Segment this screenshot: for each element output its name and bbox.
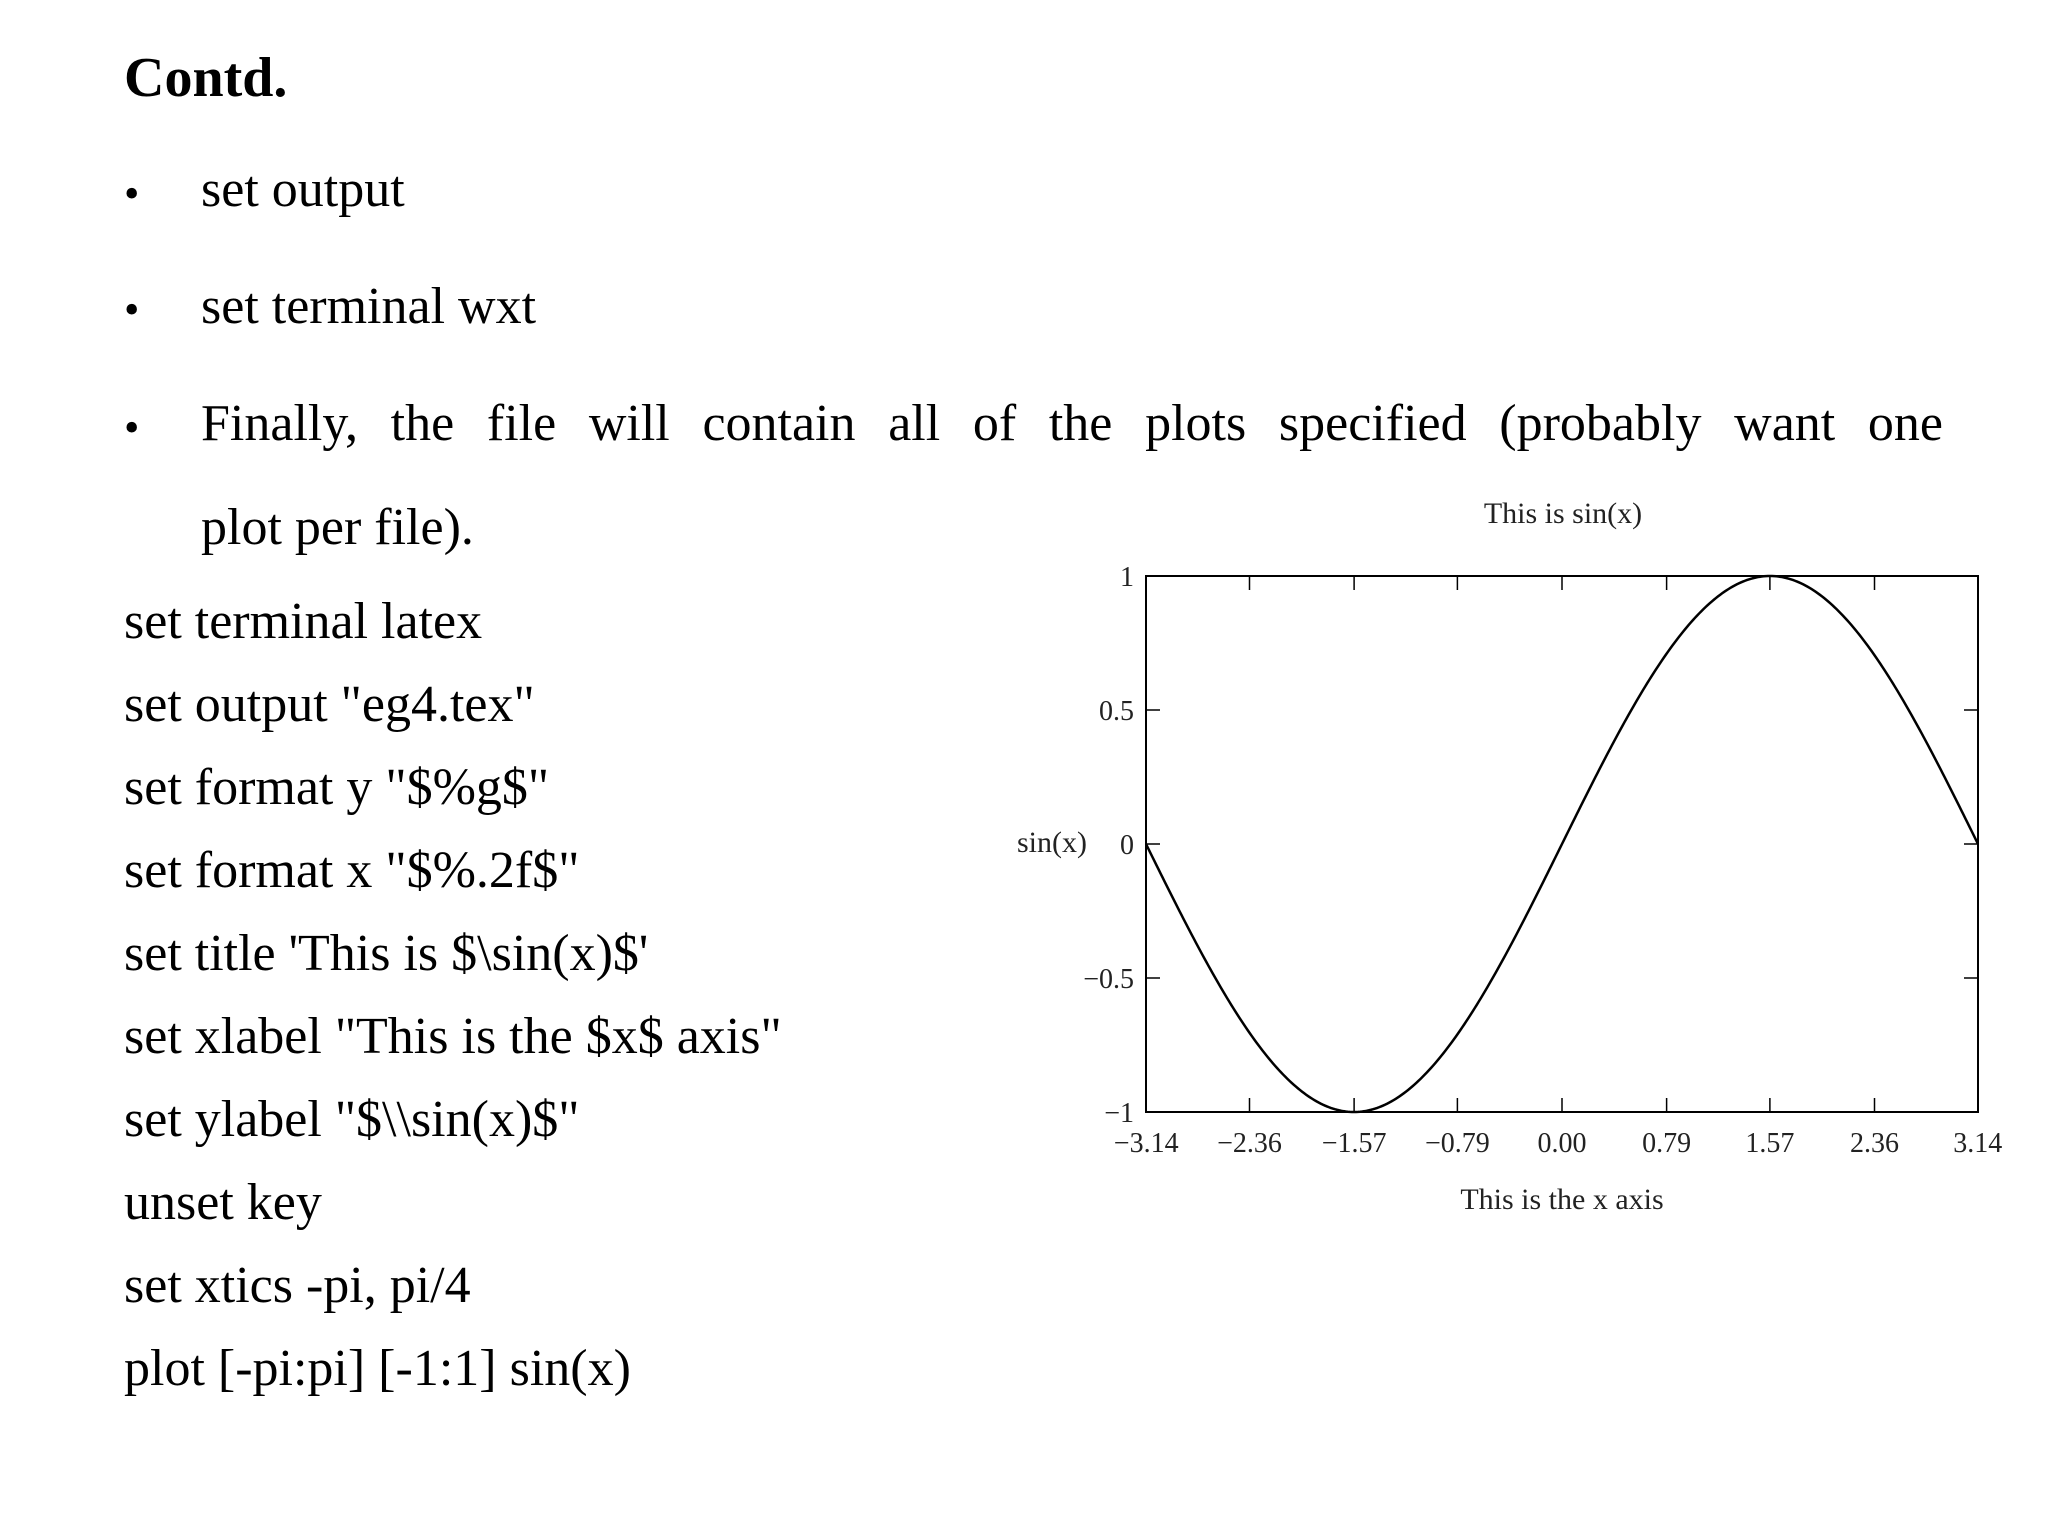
y-axis-label: sin(x) [1017,826,1087,859]
code-line: set format y "$%g$" [124,759,550,816]
code-line: set output "eg4.tex" [124,676,535,733]
y-tick-label: 0 [1120,830,1134,861]
bullet-finally-line1: Finally, the file will contain all of the plots specified (probably want one [201,395,1943,452]
y-tick-labels [1083,562,1134,1129]
page-title: Contd. [124,47,288,109]
y-tick-label: 1 [1120,562,1134,593]
code-line: set xtics -pi, pi/4 [124,1257,471,1314]
x-tick-label: 3.14 [1953,1128,2003,1159]
bullet-marker: • [124,285,140,334]
x-tick-label: −1.57 [1321,1128,1387,1159]
x-tick-labels [1114,1128,2002,1159]
bullet-set-output: set output [201,161,405,218]
x-tick-label: −3.14 [1113,1128,1179,1159]
bullet-marker: • [124,169,140,218]
x-tick-label: −0.79 [1424,1128,1490,1159]
bullet-set-terminal-wxt: set terminal wxt [201,278,537,335]
x-tick-label: 1.57 [1745,1128,1795,1159]
bullet-finally-line2: plot per file). [201,499,474,556]
x-axis-label: This is the x axis [1460,1183,1664,1216]
code-line: set terminal latex [124,593,483,650]
y-tick-label: 0.5 [1099,696,1134,727]
y-tick-label: −1 [1104,1098,1134,1129]
chart-title: This is sin(x) [1483,497,1643,530]
code-line: set xlabel "This is the $x$ axis" [124,1008,782,1065]
series-line-sin [1146,576,1978,1112]
x-tick-label: −2.36 [1217,1128,1282,1159]
sine-plot [990,480,2030,1240]
y-tick-label: −0.5 [1083,964,1134,995]
bullet-marker: • [124,403,140,452]
x-tick-label: 0.79 [1642,1128,1692,1159]
code-line: set title 'This is $\sin(x)$' [124,925,649,982]
code-line: set format x "$%.2f$" [124,842,580,899]
code-line: set ylabel "$\\sin(x)$" [124,1091,580,1148]
code-line: plot [-pi:pi] [-1:1] sin(x) [124,1340,631,1397]
code-line: unset key [124,1174,322,1231]
x-tick-label: 2.36 [1850,1128,1900,1159]
x-tick-label: 0.00 [1537,1128,1587,1159]
